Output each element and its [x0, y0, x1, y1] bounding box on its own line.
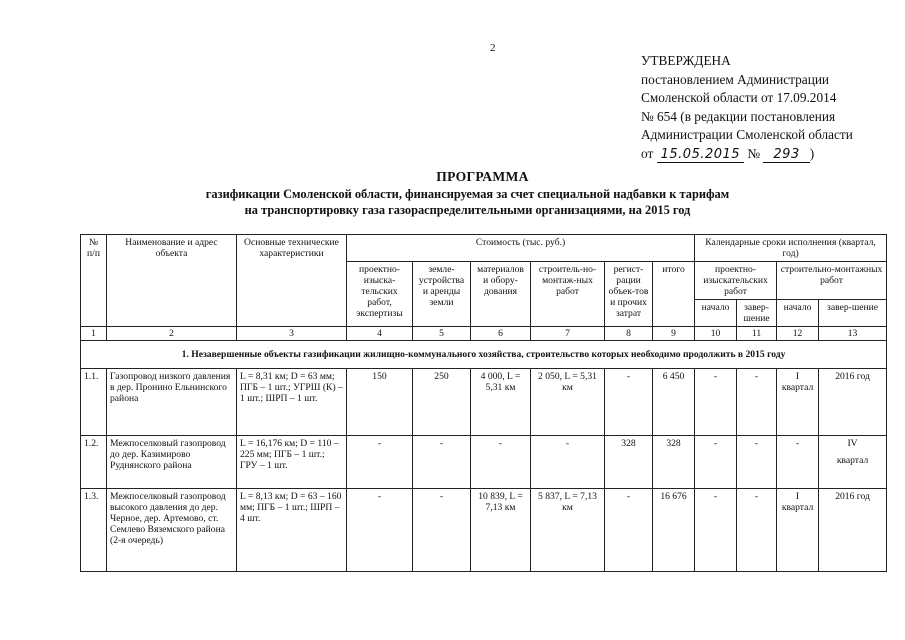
- header-cost-construction: строитель-но-монтаж-ных работ: [531, 262, 605, 327]
- header-sched-design: проектно-изыскательских работ: [695, 262, 777, 300]
- row-name: Межпоселковый газопровод высокого давления до дер. Черное, дер. Артемово, ст. Семлево Вяземского района (2-я очередь): [107, 489, 237, 572]
- header-tech: Основные технические характеристики: [237, 235, 347, 327]
- row-design-end: -: [737, 489, 777, 572]
- row-design-end: -: [737, 436, 777, 489]
- column-number: 3: [237, 327, 347, 341]
- header-start-2: начало: [777, 300, 819, 327]
- row-num: 1.1.: [81, 369, 107, 436]
- from-label: от: [641, 145, 654, 161]
- column-number: 12: [777, 327, 819, 341]
- approval-line: Администрации Смоленской области: [641, 127, 853, 143]
- construction-end-quarter: IV: [847, 438, 858, 449]
- row-design: 150: [347, 369, 413, 436]
- header-num: № п/п: [81, 235, 107, 327]
- column-number: 1: [81, 327, 107, 341]
- row-design: -: [347, 489, 413, 572]
- row-registration: 328: [605, 436, 653, 489]
- column-number: 9: [653, 327, 695, 341]
- row-name: Газопровод низкого давления в дер. Пронино Ельнинского района: [107, 369, 237, 436]
- row-num: 1.3.: [81, 489, 107, 572]
- section-row: [81, 341, 887, 369]
- table-row: [81, 436, 887, 489]
- column-number: 4: [347, 327, 413, 341]
- row-construction-start: I квартал: [777, 369, 819, 436]
- row-construction: 5 837, L = 7,13 км: [531, 489, 605, 572]
- row-design-end: -: [737, 369, 777, 436]
- column-number: 11: [737, 327, 777, 341]
- row-materials: 4 000, L = 5,31 км: [471, 369, 531, 436]
- column-numbers-row: [81, 327, 887, 341]
- row-design: -: [347, 436, 413, 489]
- header-start: начало: [695, 300, 737, 327]
- approval-line: № 654 (в редакции постановления: [641, 108, 836, 124]
- column-number: 5: [413, 327, 471, 341]
- row-land: 250: [413, 369, 471, 436]
- header-end-2: завер-шение: [819, 300, 887, 327]
- row-total: 328: [653, 436, 695, 489]
- header-cost-materials: материалов и обору-дования: [471, 262, 531, 327]
- column-number: 8: [605, 327, 653, 341]
- approval-line: УТВЕРЖДЕНА: [641, 53, 731, 68]
- row-land: -: [413, 436, 471, 489]
- document-title: [0, 168, 905, 218]
- row-design-start: -: [695, 436, 737, 489]
- row-registration: -: [605, 489, 653, 572]
- row-construction-end: 2016 год: [819, 369, 887, 436]
- approval-date-line: [641, 145, 901, 164]
- approval-line: постановлением Администрации: [641, 71, 830, 87]
- column-number: 2: [107, 327, 237, 341]
- row-construction-start: I квартал: [777, 489, 819, 572]
- column-number: 13: [819, 327, 887, 341]
- column-number: 6: [471, 327, 531, 341]
- header-schedule: Календарные сроки исполнения (квартал, год): [695, 235, 887, 262]
- page-number: 2: [490, 42, 496, 54]
- column-number: 7: [531, 327, 605, 341]
- row-construction-start: -: [777, 436, 819, 489]
- header-cost-land: земле-устройства и аренды земли: [413, 262, 471, 327]
- table-row: [81, 369, 887, 436]
- row-total: 6 450: [653, 369, 695, 436]
- header-sched-construction: строительно-монтажных работ: [777, 262, 887, 300]
- row-land: -: [413, 489, 471, 572]
- row-design-start: -: [695, 369, 737, 436]
- title-line-2: на транспортировку газа газораспределительными организациями, на 2015 год: [244, 203, 691, 217]
- header-cost-design: проектно-изыска-тельских работ, экспертизы: [347, 262, 413, 327]
- close-paren: ): [809, 145, 815, 161]
- header-row-1: [81, 235, 887, 262]
- row-num: 1.2.: [81, 436, 107, 489]
- approval-line: Смоленской области от 17.09.2014: [641, 90, 837, 106]
- handwritten-number: 293: [763, 148, 809, 163]
- row-materials: 10 839, L = 7,13 км: [471, 489, 531, 572]
- header-cost: Стоимость (тыс. руб.): [347, 235, 695, 262]
- row-design-start: -: [695, 489, 737, 572]
- handwritten-date: 15.05.2015: [657, 148, 744, 163]
- row-name: Межпоселковый газопровод до дер. Казимирово Руднянского района: [107, 436, 237, 489]
- approval-block: [641, 52, 901, 164]
- title-line-1: газификации Смоленской области, финансируемая за счет специальной надбавки к тарифам: [205, 187, 730, 201]
- table-row: [81, 489, 887, 572]
- row-construction-end: [819, 436, 887, 489]
- column-number: 10: [695, 327, 737, 341]
- row-tech: L = 16,176 км; D = 110 – 225 мм; ПГБ – 1 шт.; ГРУ – 1 шт.: [237, 436, 347, 489]
- construction-end-quarter-label: квартал: [836, 455, 869, 466]
- header-name: Наименование и адрес объекта: [107, 235, 237, 327]
- header-cost-registration: регист-рации объек-тов и прочих затрат: [605, 262, 653, 327]
- section-title: 1. Незавершенные объекты газификации жилищно-коммунального хозяйства, строительство которых необходимо продолжить в 2015 году: [81, 341, 887, 369]
- program-table: [80, 234, 887, 572]
- header-cost-total: итого: [653, 262, 695, 327]
- row-total: 16 676: [653, 489, 695, 572]
- title-heading: ПРОГРАММА: [436, 169, 529, 184]
- row-construction-end: 2016 год: [819, 489, 887, 572]
- header-end: завер-шение: [737, 300, 777, 327]
- row-registration: -: [605, 369, 653, 436]
- row-materials: -: [471, 436, 531, 489]
- row-tech: L = 8,31 км; D = 63 мм; ПГБ – 1 шт.; УГРШ (К) – 1 шт.; ШРП – 1 шт.: [237, 369, 347, 436]
- row-construction: -: [531, 436, 605, 489]
- row-construction: 2 050, L = 5,31 км: [531, 369, 605, 436]
- row-tech: L = 8,13 км; D = 63 – 160 мм; ПГБ – 1 шт.; ШРП – 4 шт.: [237, 489, 347, 572]
- number-label: №: [747, 145, 761, 161]
